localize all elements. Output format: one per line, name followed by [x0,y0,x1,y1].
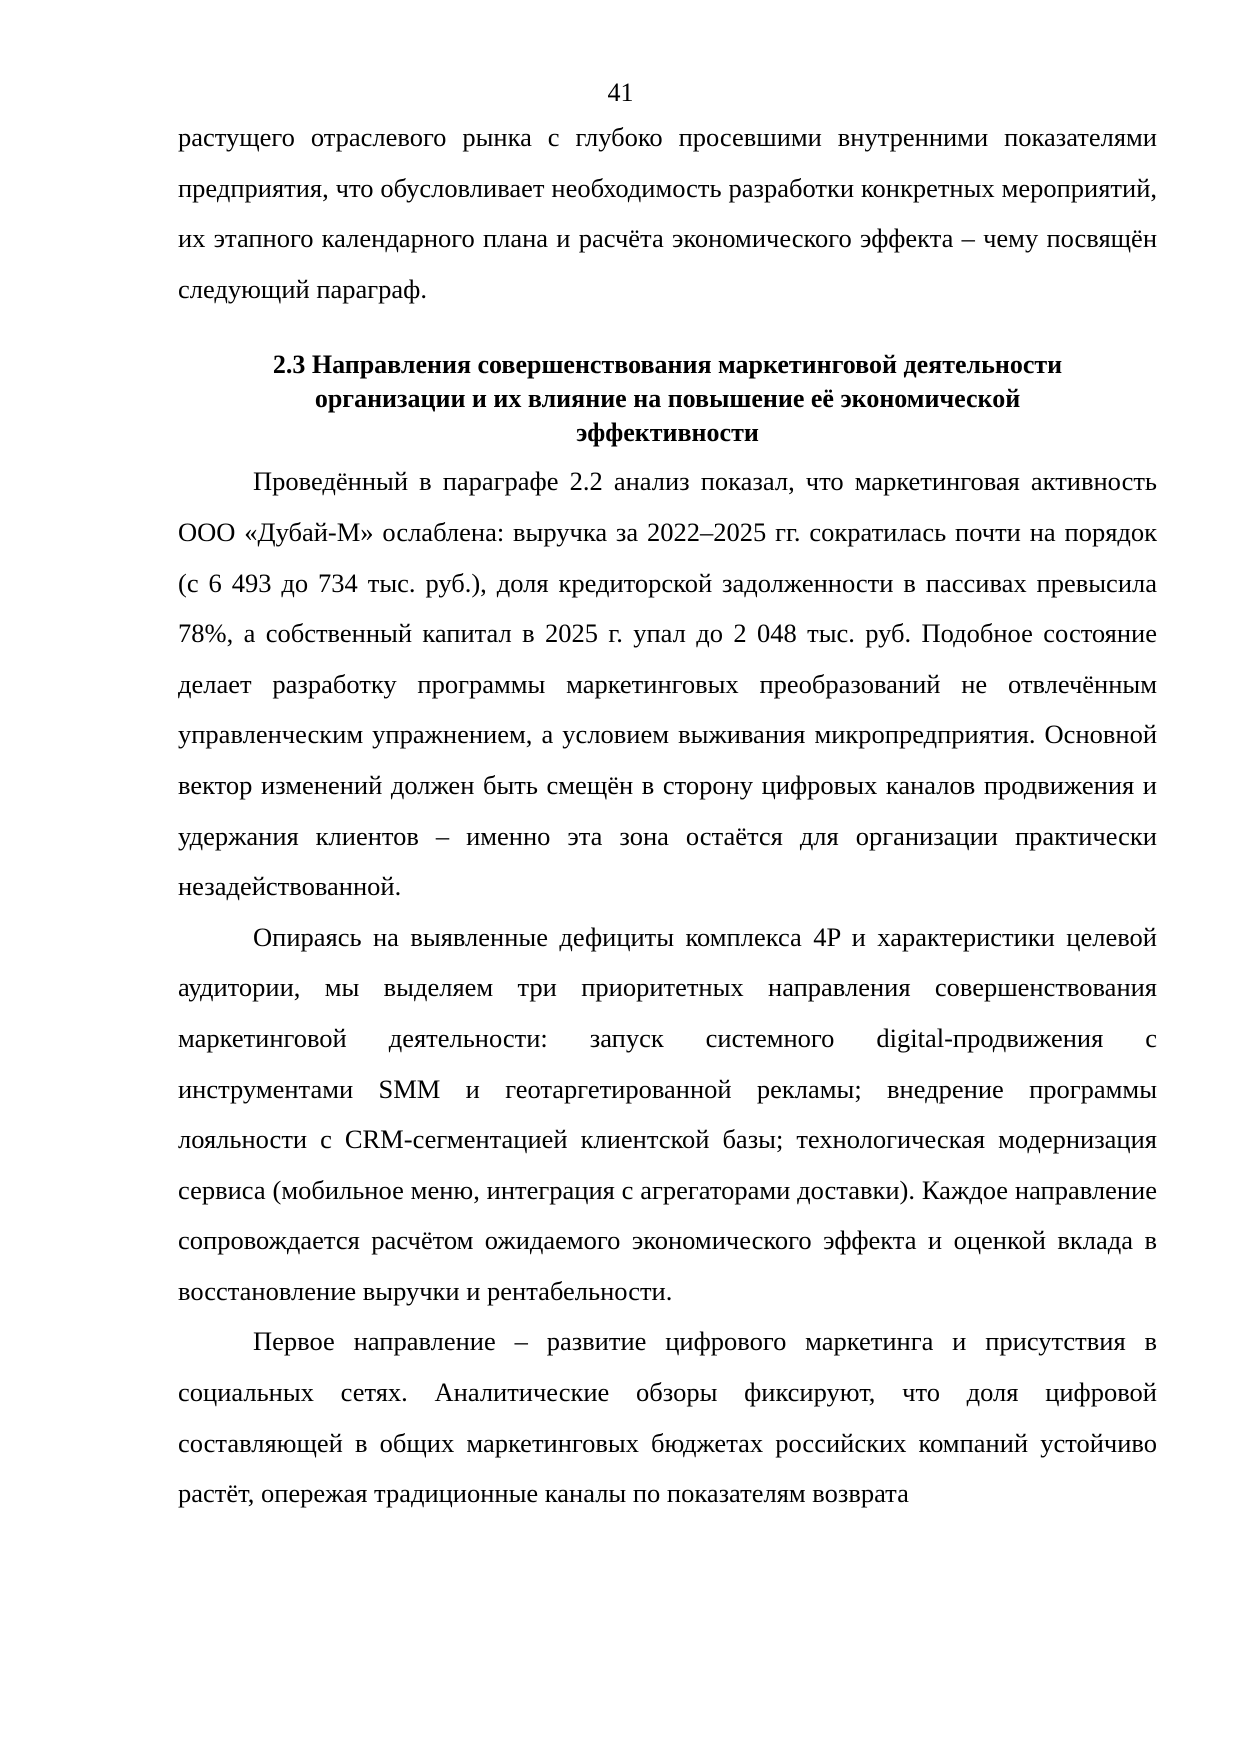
body-paragraph-1: Проведённый в параграфе 2.2 анализ показал, что маркетинговая активность ООО «Дубай-М» ослаблена: выручка за 2022–2025 гг. сократилась почти на порядок (с 6 493 до 734 тыс. руб.), доля кредиторской задолженности в пассивах превысила 78%, а собственный капитал в 2025 г. упал до 2 048 тыс. руб. Подобное состояние делает разработку программы маркетинговых преобразований не отвлечённым управленческим упражнением, а условием выживания микропредприятия. Основной вектор изменений должен быть смещён в сторону цифровых каналов продвижения и удержания клиентов – именно эта зона остаётся для организации практически незадействованной. [178,466,1157,902]
section-heading [178,348,1157,450]
body-paragraph-3: Первое направление – развитие цифрового маркетинга и присутствия в социальных сетях. Аналитические обзоры фиксируют, что доля цифровой составляющей в общих маркетинговых бюджетах российских компаний устойчиво растёт, опережая традиционные каналы по показателям возврата [178,1326,1157,1509]
section-heading-line-1: 2.3 Направления совершенствования маркетинговой деятельности [272,350,1063,380]
document-body [178,112,1157,1519]
intro-paragraph: растущего отраслевого рынка с глубоко просевшими внутренними показателями предприятия, что обусловливает необходимость разработки конкретных мероприятий, их этапного календарного плана и расчёта экономического эффекта – чему посвящён следующий параграф. [178,122,1157,304]
page-number: 41 [607,78,634,107]
section-heading-line-3: эффективности [576,418,759,448]
section-heading-line-2: организации и их влияние на повышение её экономической [314,384,1021,414]
body-paragraph-2: Опираясь на выявленные дефициты комплекса 4P и характеристики целевой аудитории, мы выделяем три приоритетных направления совершенствования маркетинговой деятельности: запуск системного digital-продвижения с инструментами SMM и геотаргетированной рекламы; внедрение программы лояльности с CRM-сегментацией клиентской базы; технологическая модернизация сервиса (мобильное меню, интеграция с агрегаторами доставки). Каждое направление сопровождается расчётом ожидаемого экономического эффекта и оценкой вклада в восстановление выручки и рентабельности. [178,921,1157,1306]
